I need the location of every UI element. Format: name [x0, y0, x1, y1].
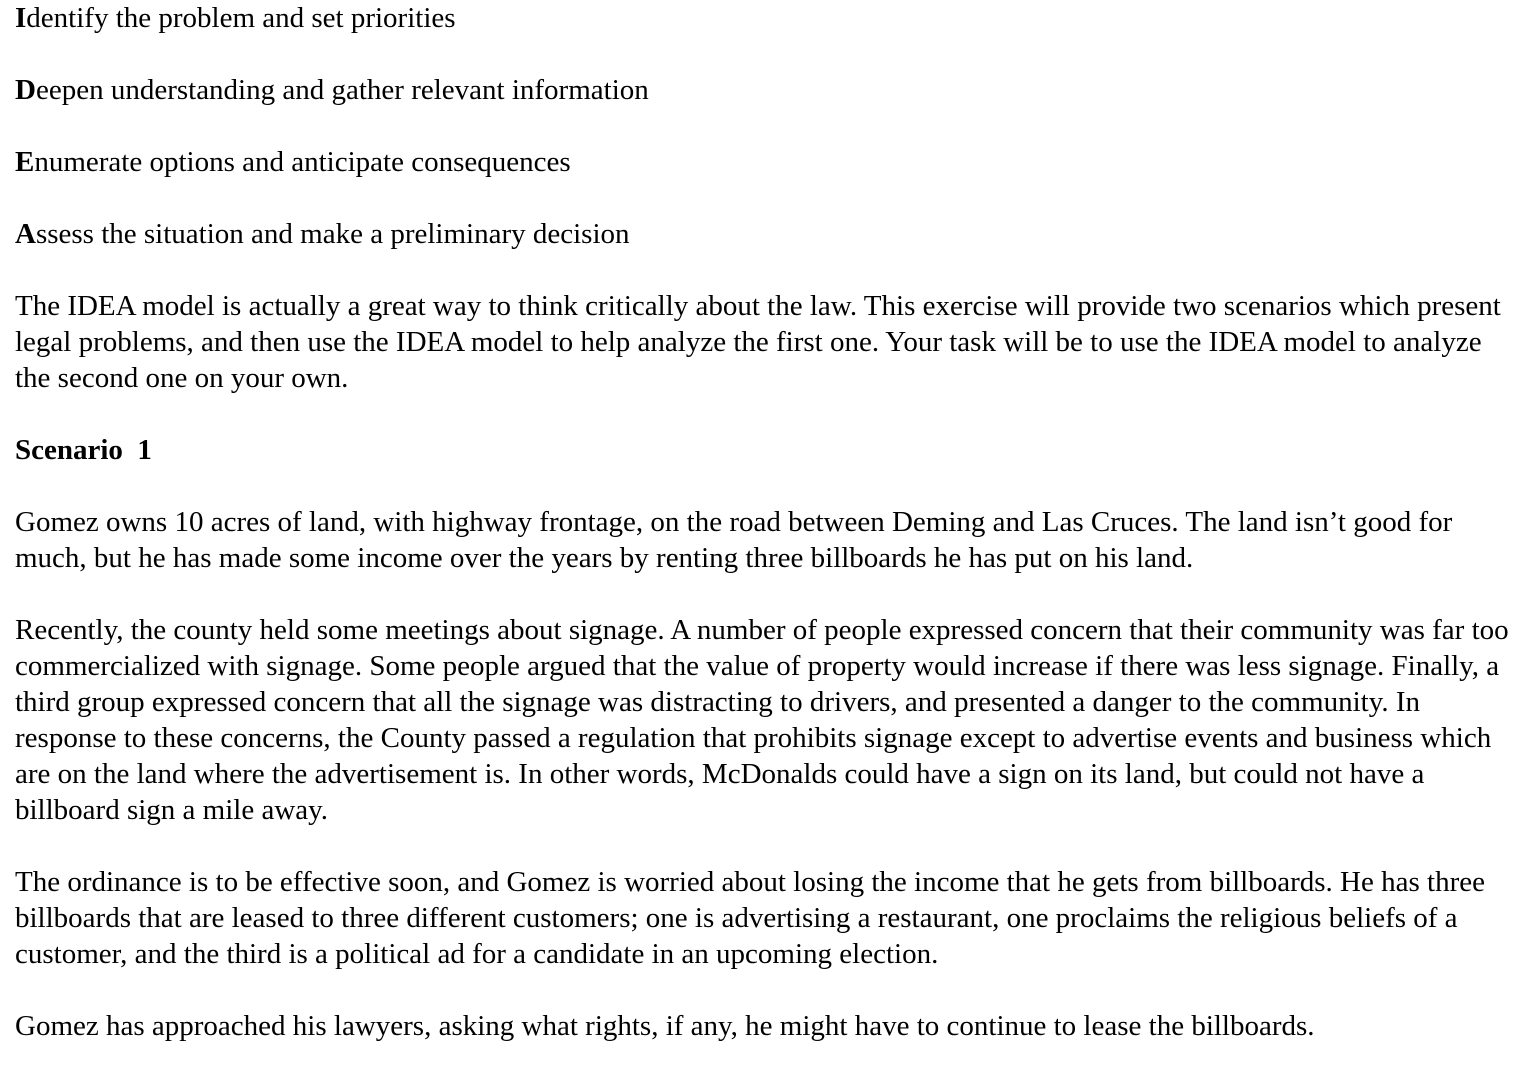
scenario-paragraph-ordinance: The ordinance is to be effective soon, and Gomez is worried about losing the income that he gets from billboards. He has three billboards that are leased to three different customers; one is advertising a restaurant, one proclaims the religious beliefs of a customer, and the third is a political ad for a candidate in an upcoming election.: [15, 866, 1485, 970]
idea-step-identify: [15, 0, 1510, 36]
scenario-heading: Scenario 1: [15, 434, 152, 466]
idea-step-text: ssess the situation and make a preliminary decision: [35, 218, 630, 250]
scenario-paragraph-land: Gomez owns 10 acres of land, with highway frontage, on the road between Deming and Las Cruces. The land isn’t good for much, but he has made some income over the years by renting three billboards he has put on his land.: [15, 506, 1453, 574]
idea-step-letter: D: [15, 74, 36, 106]
idea-step-text: dentify the problem and set priorities: [26, 2, 456, 34]
scenario-paragraph-county-meetings: Recently, the county held some meetings about signage. A number of people expressed concern that their community was far too commercialized with signage. Some people argued that the value of property would increase if there was less signage. Finally, a third group expressed concern that all the signage was distracting to drivers, and presented a danger to the community. In response to these concerns, the County passed a regulation that prohibits signage except to advertise events and business which are on the land where the advertisement is. In other words, McDonalds could have a sign on its land, but could not have a billboard sign a mile away.: [15, 614, 1509, 826]
document-page: [15, 0, 1510, 1080]
idea-step-deepen: [15, 72, 1510, 108]
idea-step-letter: I: [15, 2, 27, 34]
scenario-paragraph-lawyers: Gomez has approached his lawyers, asking what rights, if any, he might have to continue to lease the billboards.: [15, 1010, 1315, 1042]
idea-step-assess: [15, 216, 1510, 252]
idea-step-letter: A: [15, 218, 36, 250]
intro-paragraph: The IDEA model is actually a great way to think critically about the law. This exercise will provide two scenarios which present legal problems, and then use the IDEA model to help analyze the first one. Your task will be to use the IDEA model to analyze the second one on your own.: [15, 290, 1501, 394]
idea-step-enumerate: [15, 144, 1510, 180]
idea-step-letter: E: [15, 146, 35, 178]
idea-step-text: eepen understanding and gather relevant information: [35, 74, 649, 106]
idea-step-text: numerate options and anticipate consequences: [34, 146, 571, 178]
